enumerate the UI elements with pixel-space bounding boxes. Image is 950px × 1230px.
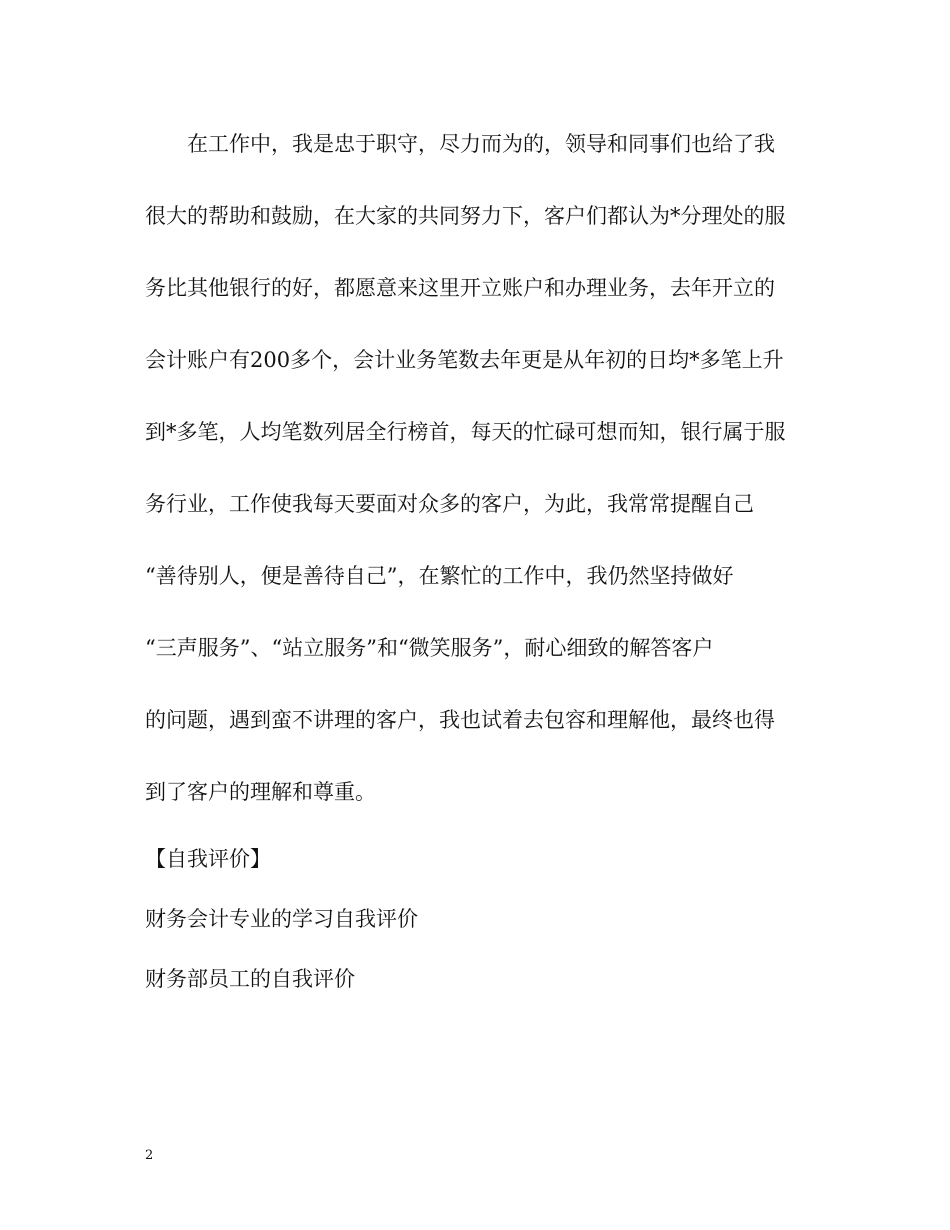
paragraph-line: 务比其他银行的好，都愿意来这里开立账户和办理业务，去年开立的 — [145, 276, 775, 300]
page-number: 2 — [145, 1148, 154, 1163]
paragraph-line: 会计账户有200多个，会计业务笔数去年更是从年初的日均*多笔上升 — [145, 348, 784, 372]
paragraph-line: 很大的帮助和鼓励，在大家的共同努力下，客户们都认为*分理处的服 — [145, 204, 786, 228]
section-heading: 【自我评价】 — [145, 847, 271, 871]
related-link-finance-staff[interactable]: 财务部员工的自我评价 — [145, 967, 355, 991]
related-link-accounting-study[interactable]: 财务会计专业的学习自我评价 — [145, 907, 418, 931]
paragraph-line: 的问题，遇到蛮不讲理的客户，我也试着去包容和理解他，最终也得 — [145, 708, 775, 732]
paragraph-line: “三声服务”、“站立服务”和“微笑服务”，耐心细致的解答客户 — [145, 636, 714, 660]
paragraph-line: 在工作中，我是忠于职守，尽力而为的，领导和同事们也给了我 — [145, 132, 775, 156]
paragraph-line: 到*多笔，人均笔数列居全行榜首，每天的忙碌可想而知，银行属于服 — [145, 420, 786, 444]
paragraph-line: 务行业，工作使我每天要面对众多的客户，为此，我常常提醒自己 — [145, 492, 754, 516]
paragraph-line: “善待别人，便是善待自己”，在繁忙的工作中，我仍然坚持做好 — [145, 564, 734, 588]
paragraph-line: 到了客户的理解和尊重。 — [145, 780, 376, 804]
